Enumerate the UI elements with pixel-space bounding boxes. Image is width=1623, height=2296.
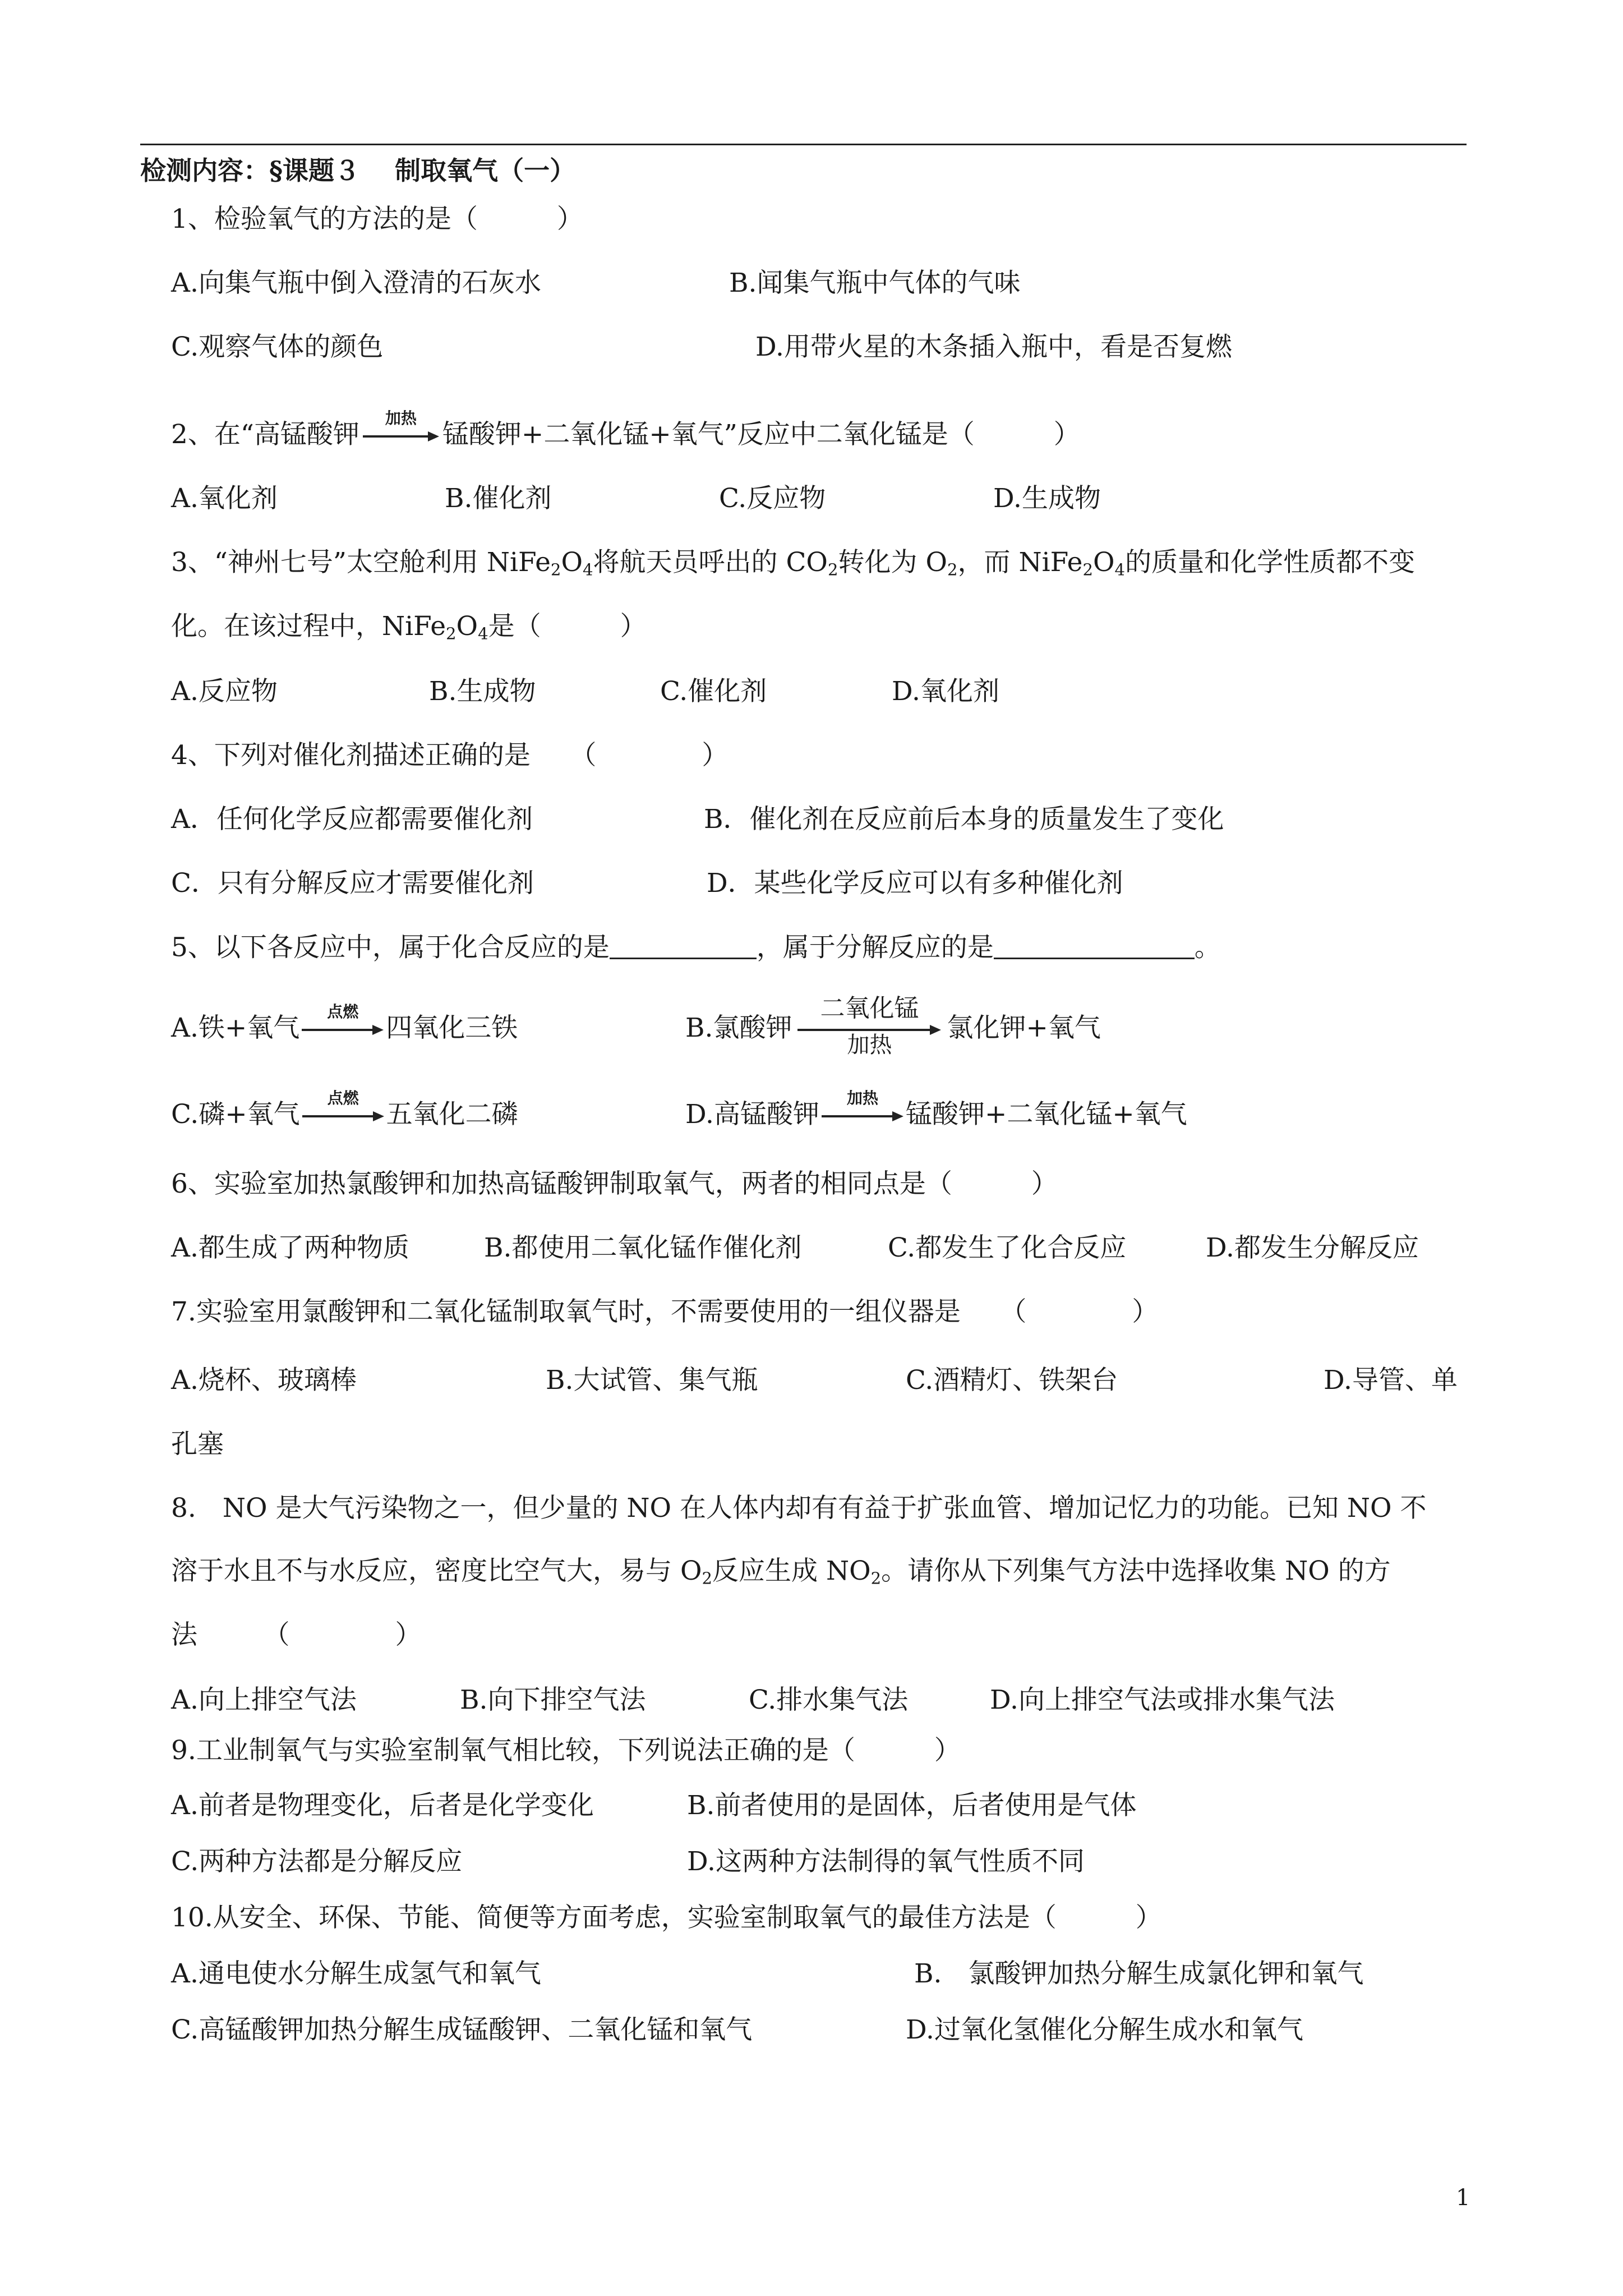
option-c[interactable]: C.高锰酸钾加热分解生成锰酸钾、二氧化锰和氧气 — [171, 2014, 753, 2045]
option-b[interactable]: B.都使用二氧化锰作催化剂 — [484, 1232, 802, 1263]
arrow-icon — [820, 1105, 905, 1128]
q5-stem-text: 。 — [1194, 932, 1221, 963]
question-8-stem-line-1: 8. NO 是大气污染物之一，但少量的 NO 在人体内却有有益于扩张血管、增加记忆力的功能。已知 NO 不 — [171, 1493, 1427, 1524]
option-a[interactable]: A.向集气瓶中倒入澄清的石灰水 — [171, 268, 541, 298]
products: 四氧化三铁 — [386, 1013, 518, 1043]
products: 氯化钾+氧气 — [947, 1013, 1101, 1043]
option-b[interactable]: B．催化剂在反应前后本身的质量发生了变化 — [704, 804, 1224, 835]
page-title: 检测内容：§课题３ 制取氧气（一） — [140, 155, 576, 186]
option-c[interactable]: C．只有分解反应才需要催化剂 — [171, 868, 534, 899]
subscript: 2 — [550, 560, 561, 579]
question-10-stem: 10.从安全、环保、节能、简便等方面考虑，实验室制取氧气的最佳方法是（ ） — [171, 1902, 1162, 1933]
subscript: 2 — [1082, 560, 1093, 579]
header-rule — [140, 144, 1467, 145]
question-1-options-row-2 — [171, 331, 1461, 365]
q3-text: 是（ ） — [488, 611, 647, 642]
option-c[interactable]: C.排水集气法 — [749, 1685, 909, 1715]
subscript: 4 — [478, 624, 488, 643]
q3-text: 3、“神州七号”太空舱利用 NiFe — [171, 547, 551, 578]
subscript: 4 — [583, 560, 593, 579]
subscript: 2 — [870, 1568, 882, 1588]
option-d[interactable]: D.都发生分解反应 — [1206, 1232, 1419, 1263]
question-6-options — [171, 1232, 1461, 1266]
option-c[interactable]: C.酒精灯、铁架台 — [906, 1365, 1118, 1396]
question-6-stem: 6、实验室加热氯酸钾和加热高锰酸钾制取氧气，两者的相同点是（ ） — [171, 1168, 1058, 1199]
arrow-condition-label: 加热 — [846, 1089, 878, 1107]
option-d[interactable]: D.生成物 — [993, 483, 1101, 514]
reaction-arrow — [301, 1002, 385, 1041]
q3-text: 将航天员呼出的 CO — [593, 547, 828, 578]
option-a[interactable]: A.反应物 — [171, 676, 278, 707]
option-b[interactable]: B.大试管、集气瓶 — [546, 1365, 758, 1396]
question-5-options-row-1 — [171, 994, 1461, 1058]
question-4-options-row-2 — [171, 867, 1461, 901]
arrow-condition-label: 加热 — [385, 409, 417, 427]
question-5-stem — [171, 931, 1221, 964]
question-7-option-d-continued: 孔塞 — [171, 1429, 224, 1460]
arrow-condition-label: 点燃 — [327, 1002, 359, 1021]
question-5-options-row-2 — [171, 1089, 1461, 1138]
q3-text: 化。在该过程中，NiFe — [171, 611, 446, 642]
option-b[interactable]: B.前者使用的是固体，后者使用是气体 — [687, 1790, 1137, 1821]
subscript: 2 — [827, 560, 838, 579]
option-b[interactable]: B.生成物 — [429, 676, 536, 707]
option-d[interactable]: D．某些化学反应可以有多种催化剂 — [707, 868, 1123, 899]
reactants: A.铁+氧气 — [171, 1013, 300, 1043]
reactants: C.磷+氧气 — [171, 1099, 300, 1130]
question-2-options — [171, 482, 1461, 516]
option-a[interactable] — [171, 1002, 518, 1045]
question-7-stem: 7.实验室用氯酸钾和二氧化锰制取氧气时，不需要使用的一组仪器是 （ ） — [171, 1296, 1159, 1327]
option-b[interactable]: B.闻集气瓶中气体的气味 — [729, 268, 1021, 298]
q2-stem-before: 2、在“高锰酸钾 — [171, 419, 359, 450]
question-9-options-row-2 — [171, 1846, 1461, 1879]
subscript: 2 — [702, 1568, 713, 1588]
option-d[interactable]: D.用带火星的木条插入瓶中，看是否复燃 — [755, 332, 1232, 362]
question-3-options — [171, 675, 1461, 709]
option-c[interactable]: C.反应物 — [719, 483, 826, 514]
option-c[interactable]: C.两种方法都是分解反应 — [171, 1846, 463, 1877]
products: 锰酸钾+二氧化锰+氧气 — [905, 1099, 1187, 1130]
answer-blank-decomposition[interactable] — [994, 931, 1195, 959]
q3-text: 转化为 O — [838, 547, 947, 578]
option-a[interactable]: A．任何化学反应都需要催化剂 — [171, 804, 533, 835]
subscript: 2 — [947, 560, 958, 579]
option-b[interactable]: B.催化剂 — [445, 483, 552, 514]
question-1-options-row-1 — [171, 267, 1461, 301]
option-b[interactable]: B.向下排空气法 — [460, 1685, 646, 1715]
option-c[interactable] — [171, 1089, 518, 1131]
question-3-stem-line-2 — [171, 610, 647, 643]
q8-text: 溶于水且不与水反应，密度比空气大，易与 O — [171, 1556, 702, 1586]
arrow-icon — [301, 1105, 385, 1128]
reaction-arrow — [362, 409, 440, 448]
option-d[interactable]: D.这两种方法制得的氧气性质不同 — [687, 1846, 1085, 1877]
subscript: 4 — [1114, 560, 1126, 579]
question-8-options — [171, 1684, 1461, 1718]
option-c[interactable]: C.观察气体的颜色 — [171, 332, 384, 362]
question-9-stem: 9.工业制氧气与实验室制氧气相比较，下列说法正确的是（ ） — [171, 1735, 961, 1766]
question-4-options-row-1 — [171, 803, 1461, 837]
q3-text: ，而 NiFe — [957, 547, 1083, 578]
option-d[interactable]: D.导管、单 — [1324, 1365, 1458, 1396]
reaction-arrow — [301, 1089, 385, 1128]
question-8-stem-line-3: 法 （ ） — [171, 1619, 422, 1650]
question-1-stem: 1、检验氧气的方法的是（ ） — [171, 204, 583, 234]
question-10-options-row-1 — [171, 1958, 1461, 1991]
question-3-stem-line-1 — [171, 546, 1415, 579]
q3-text: O — [456, 611, 478, 642]
option-b[interactable] — [685, 994, 1101, 1058]
option-a[interactable]: A.前者是物理变化，后者是化学变化 — [171, 1790, 594, 1821]
q8-text: 反应生成 NO — [712, 1556, 871, 1586]
q3-text: O — [561, 547, 583, 578]
arrow-icon — [301, 1019, 385, 1041]
option-a[interactable]: A.都生成了两种物质 — [171, 1232, 409, 1263]
arrow-condition-catalyst: 二氧化锰 — [820, 994, 919, 1023]
question-7-options — [171, 1364, 1461, 1398]
reaction-arrow — [796, 994, 942, 1058]
arrow-icon — [362, 425, 440, 448]
q3-text: O — [1093, 547, 1115, 578]
option-d[interactable]: D.氧化剂 — [892, 676, 999, 707]
option-c[interactable]: C.都发生了化合反应 — [888, 1232, 1127, 1263]
option-b[interactable]: B. 氯酸钾加热分解生成氯化钾和氧气 — [914, 1958, 1364, 1989]
option-a[interactable]: A.氧化剂 — [171, 483, 278, 514]
option-d[interactable]: D.过氧化氢催化分解生成水和氧气 — [906, 2014, 1303, 2045]
q5-stem-text: 5、以下各反应中，属于化合反应的是 — [171, 932, 610, 963]
question-9-options-row-1 — [171, 1789, 1461, 1823]
q2-stem-after: 锰酸钾+二氧化锰+氧气”反应中二氧化锰是（ ） — [442, 419, 1080, 450]
q8-text: 。请你从下列集气方法中选择收集 NO 的方 — [881, 1556, 1391, 1586]
arrow-condition-label: 点燃 — [327, 1089, 359, 1107]
answer-blank-combination[interactable] — [610, 931, 757, 959]
products: 五氧化二磷 — [386, 1099, 518, 1130]
question-10-options-row-2 — [171, 2014, 1461, 2047]
question-2-stem — [171, 409, 1080, 452]
reactants: B.氯酸钾 — [685, 1013, 792, 1043]
option-a[interactable]: A.烧杯、玻璃棒 — [171, 1365, 357, 1396]
option-a[interactable]: A.通电使水分解生成氢气和氧气 — [171, 1958, 541, 1989]
option-d[interactable]: D.向上排空气法或排水集气法 — [990, 1685, 1335, 1715]
question-8-stem-line-2 — [171, 1555, 1391, 1588]
option-d[interactable] — [685, 1089, 1187, 1131]
option-c[interactable]: C.催化剂 — [660, 676, 767, 707]
reaction-arrow — [820, 1089, 905, 1128]
q3-text: 的质量和化学性质都不变 — [1125, 547, 1415, 578]
q5-stem-text: ，属于分解反应的是 — [756, 932, 994, 963]
reactants: D.高锰酸钾 — [685, 1099, 819, 1130]
page-number: 1 — [1456, 2185, 1470, 2211]
subscript: 2 — [446, 624, 457, 643]
option-a[interactable]: A.向上排空气法 — [171, 1685, 357, 1715]
arrow-condition-heat: 加热 — [847, 1032, 892, 1058]
question-4-stem: 4、下列对催化剂描述正确的是 （ ） — [171, 740, 728, 771]
